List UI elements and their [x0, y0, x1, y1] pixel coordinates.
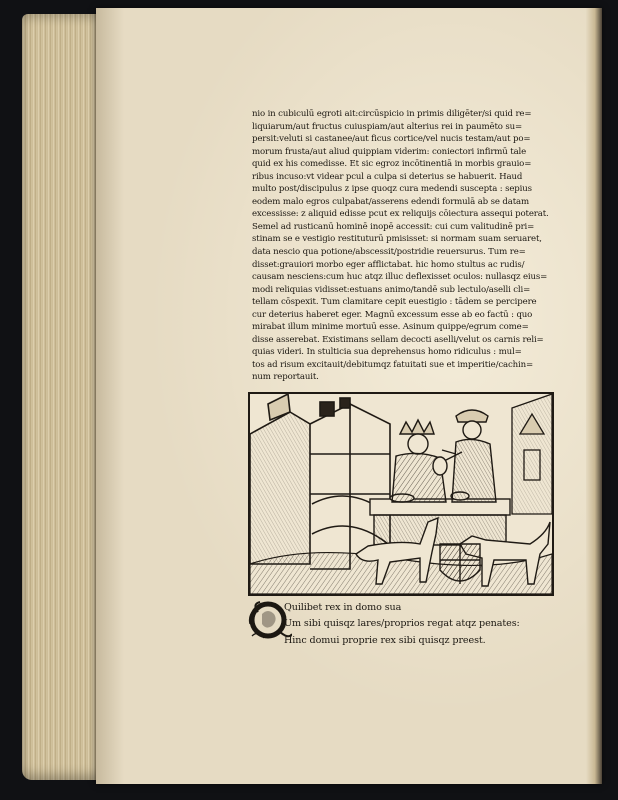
text-line: persit:veluti si castanee/aut ficus cortice/vel nucis testam/aut po=: [252, 134, 531, 145]
verse-title: Quilibet rex in domo sua: [284, 602, 402, 613]
text-line: stinam se e vestigio restituturū pmisisset: si normam suam seruaret,: [252, 234, 542, 245]
text-line: data nescio qua potione/abscessit/postridie reuersurus. Tum re=: [252, 247, 526, 258]
main-text-block: [252, 108, 568, 384]
text-line: tellam cōspexit. Tum clamitare cepit euestigio : tādem se percipere: [252, 297, 537, 308]
verse-line: Hinc domui proprie rex sibi quisqz preest.: [284, 635, 486, 646]
text-line: ribus incuso:vt videar pcul a culpa si deterius se habuerit. Haud: [252, 171, 523, 182]
page-edges: [22, 14, 100, 780]
text-line: quid ex his comedisse. Et sic egroz incōtinentiā in morbis grauio=: [252, 159, 532, 170]
text-line: disse asserebat. Existimans sellam decocti aselli/velut os carnis reli=: [252, 334, 544, 345]
verse-line: Um sibi quisqz lares/proprios regat atqz penates:: [284, 618, 520, 629]
woodcut-illustration: [248, 392, 554, 596]
book: [22, 8, 607, 788]
text-line: mirabat illum minime mortuū esse. Asinum quippe/egrum come=: [252, 322, 529, 333]
right-house: [512, 394, 552, 514]
text-line: excessisse: z aliquid edisse pcut ex reliquijs cōiectura assequi poterat.: [252, 209, 549, 220]
text-line: quias videri. In stulticia sua deprehensus homo ridiculus : mul=: [252, 347, 522, 358]
text-line: eodem malo egros culpabat/asserens edendi formulā ab se datam: [252, 196, 529, 207]
text-line: multo post/discipulus z ipse quoqz cura medendi suscepta : sepius: [252, 184, 532, 195]
text-line: disset:grauiori morbo eger afflictabat. hic homo stultus ac rudis/: [252, 259, 525, 270]
text-line: num reportauit.: [252, 372, 319, 383]
text-line: tos ad risum excitauit/debitumqz fatuitati sue et imperitie/cachin=: [252, 359, 534, 370]
text-line: liquiarum/aut fructus cuiuspiam/aut alterius rei in paumēto su=: [252, 121, 523, 132]
text-line: cur deterius haberet eger. Magnū excessum esse ab eo factū : quo: [252, 309, 533, 320]
text-line: Semel ad rusticanū hominē inopē accessit: cui cum valitudinē pri=: [252, 221, 535, 232]
text-line: nio in cubiculū egroti ait:circūspicio in primis diligēter/si quid re=: [252, 109, 532, 119]
page: [96, 8, 602, 784]
text-line: modi reliquias vidisset:estuans animo/tandē sub lectulo/aselli cli=: [252, 284, 531, 295]
woodcut-scene: [250, 394, 552, 594]
text-line: causam nesciens:cum huc atqz illuc deflexisset oculos: nullasqz eius=: [252, 272, 548, 283]
text-line: morum frusta/aut aliud quippiam viderim: coniectori infirmū tale: [252, 146, 527, 157]
gutter-shadow: [586, 8, 602, 784]
